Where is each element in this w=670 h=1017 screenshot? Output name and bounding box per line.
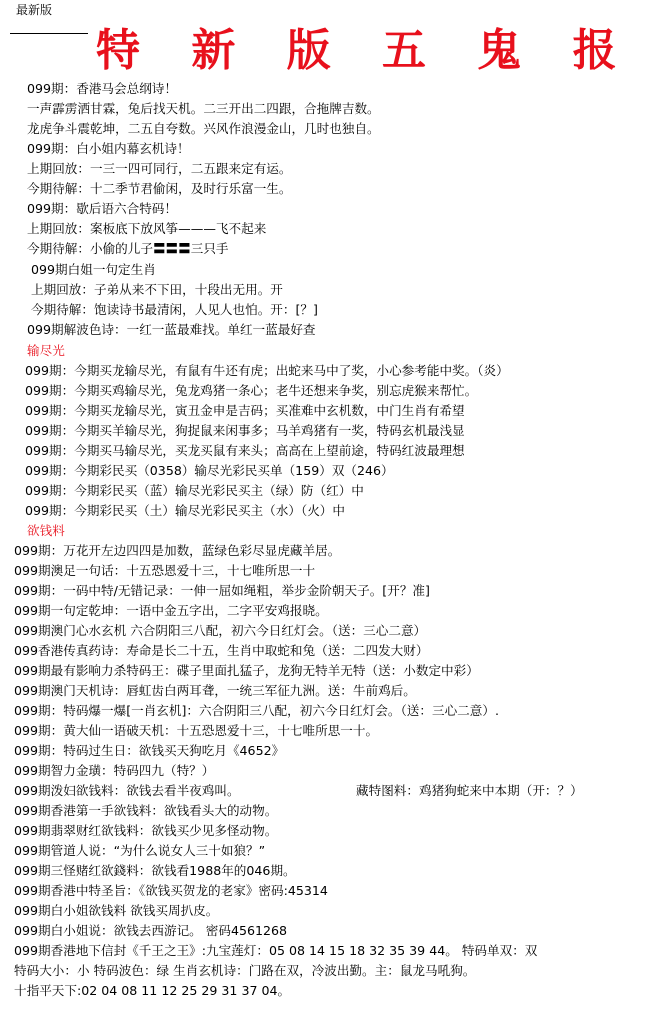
text-line: 今期待解：小偷的儿子〓〓〓三只手 <box>27 241 229 256</box>
text-line: 099期：今期彩民买（土）输尽光彩民买主（水）（火）中 <box>25 503 345 518</box>
text-line: 099期：特码过生日：欲钱买天狗吃月《4652》 <box>14 743 285 758</box>
text-line: 099期澳足一句话：十五恐恩爱十三，十七唯所思一十 <box>14 563 316 578</box>
text-line: 099期：今期买鸡输尽光，兔龙鸡猪一条心；老牛还想来争奖，别忘虎猴来帮忙。 <box>25 383 478 398</box>
text-line: 099期三怪赌红欲錢料：欲钱看1988年的046期。 <box>14 863 296 878</box>
text-line: 099期解波色诗：一红一蓝最难找。单红一蓝最好查 <box>27 322 316 337</box>
text-line: 099期香港中特圣旨：《欲钱买贺龙的老家》密码:45314 <box>14 883 328 898</box>
text-line: 藏特图料：鸡猪狗蛇来中本期（开：？） <box>356 783 583 798</box>
text-line: 十指平天下:02 04 08 11 12 25 29 31 37 04。 <box>14 983 291 998</box>
text-line: 099期白小姐欲钱料 欲钱买周扒皮。 <box>14 903 219 918</box>
text-line: 099期管道人说：“为什么说女人三十如狼？” <box>14 843 266 858</box>
text-line: 099期：今期买羊输尽光，狗捉鼠来闲事多；马羊鸡猪有一奖，特码玄机最浅显 <box>25 423 465 438</box>
text-line: 099期最有影响力杀特码王：碟子里面扎猛子，龙狗无特羊无特（送：小数定中彩） <box>14 663 479 678</box>
section-heading: 欲钱料 <box>27 523 65 538</box>
text-line: 特码大小：小 特码波色：绿 生肖玄机诗：门路在双，冷波出勤。主：鼠龙马吼狗。 <box>14 963 476 978</box>
text-line: 099期：今期买马输尽光，买龙买鼠有来头；高高在上望前途，特码红波最理想 <box>25 443 465 458</box>
text-line: 今期待解：十二季节君偷闲，及时行乐富一生。 <box>27 181 292 196</box>
edition-tag: 最新版 <box>16 3 53 17</box>
text-line: 099期：歇后语六合特码！ <box>27 201 177 216</box>
text-line: 099期：今期彩民买（蓝）输尽光彩民买主（绿）防（红）中 <box>25 483 364 498</box>
text-line: 099期：黄大仙一语破天机：十五恐恩爱十三，十七唯所思一十。 <box>14 723 379 738</box>
text-line: 099期泼妇欲钱料：欲钱去看半夜鸡叫。 <box>14 783 240 798</box>
text-line: 099期白姐一句定生肖 <box>31 262 156 277</box>
section-heading: 输尽光 <box>27 343 65 358</box>
text-line: 上期回放：子弟从来不下田，十段出无用。开 <box>31 282 283 297</box>
text-line: 上期回放：一三一四可同行，二五跟来定有运。 <box>27 161 292 176</box>
text-line: 099期翡翠财红欲钱料：欲钱买少见多怪动物。 <box>14 823 278 838</box>
text-line: 099期一句定乾坤：一语中金五字出，二字平安鸡报晓。 <box>14 603 328 618</box>
text-line: 099期香港第一手欲钱料：欲钱看头大的动物。 <box>14 803 278 818</box>
text-line: 099期：今期买龙输尽光，有鼠有牛还有虎；出蛇来马中了奖，小心参考能中奖。（炎） <box>25 363 509 378</box>
text-line: 上期回放：案板底下放风筝———飞不起来 <box>27 221 267 236</box>
text-line: 099期澳门天机诗：唇虹齿白两耳聋，一统三军征九洲。送：牛前鸡后。 <box>14 683 416 698</box>
text-line: 099期：万花开左边四四是加数，蓝绿色彩尽显虎藏羊居。 <box>14 543 341 558</box>
text-line: 099期：一码中特/无错记录：一伸一屈如绳粗，举步金阶朝天子。[开？准] <box>14 583 430 598</box>
text-line: 099期：今期彩民买（0358）输尽光彩民买单（159）双（246） <box>25 463 394 478</box>
text-line: 099期：特码爆一爆[一肖玄机]：六合阴阳三八配，初六今日红灯会。（送：三心二意）. <box>14 703 499 718</box>
text-line: 龙虎争斗震乾坤，二五自夸数。兴风作浪漫金山，几时也独自。 <box>27 121 380 136</box>
text-line: 099期香港地下信封《千王之王》:九宝莲灯：05 08 14 15 18 32 35 39 44。 特码单双：双 <box>14 943 538 958</box>
text-line: 一声霹雳洒甘霖，兔后找天机。二三开出二四跟，合拖牌吉数。 <box>27 101 380 116</box>
text-line: 099香港传真药诗：寿命是长二十五，生肖中取蛇和兔（送：二四发大财） <box>14 643 429 658</box>
text-line: 099期澳门心水玄机 六合阴阳三八配，初六今日红灯会。（送：三心二意） <box>14 623 427 638</box>
text-line: 今期待解：饱读诗书最清闲，人见人也怕。开：[？] <box>31 302 318 317</box>
text-line: 099期：今期买龙输尽光，寅丑金申是吉码；买准难中玄机数，中门生肖有希望 <box>25 403 465 418</box>
text-line: 099期：香港马会总纲诗！ <box>27 81 177 96</box>
text-line: 099期智力金璜：特码四九（特？） <box>14 763 215 778</box>
text-line: 099期白小姐说：欲钱去西游记。 密码4561268 <box>14 923 288 938</box>
text-line: 099期：白小姐内幕玄机诗！ <box>27 141 190 156</box>
tag-underline <box>10 33 88 34</box>
page-title: 特 新 版 五 鬼 报 <box>96 25 635 76</box>
